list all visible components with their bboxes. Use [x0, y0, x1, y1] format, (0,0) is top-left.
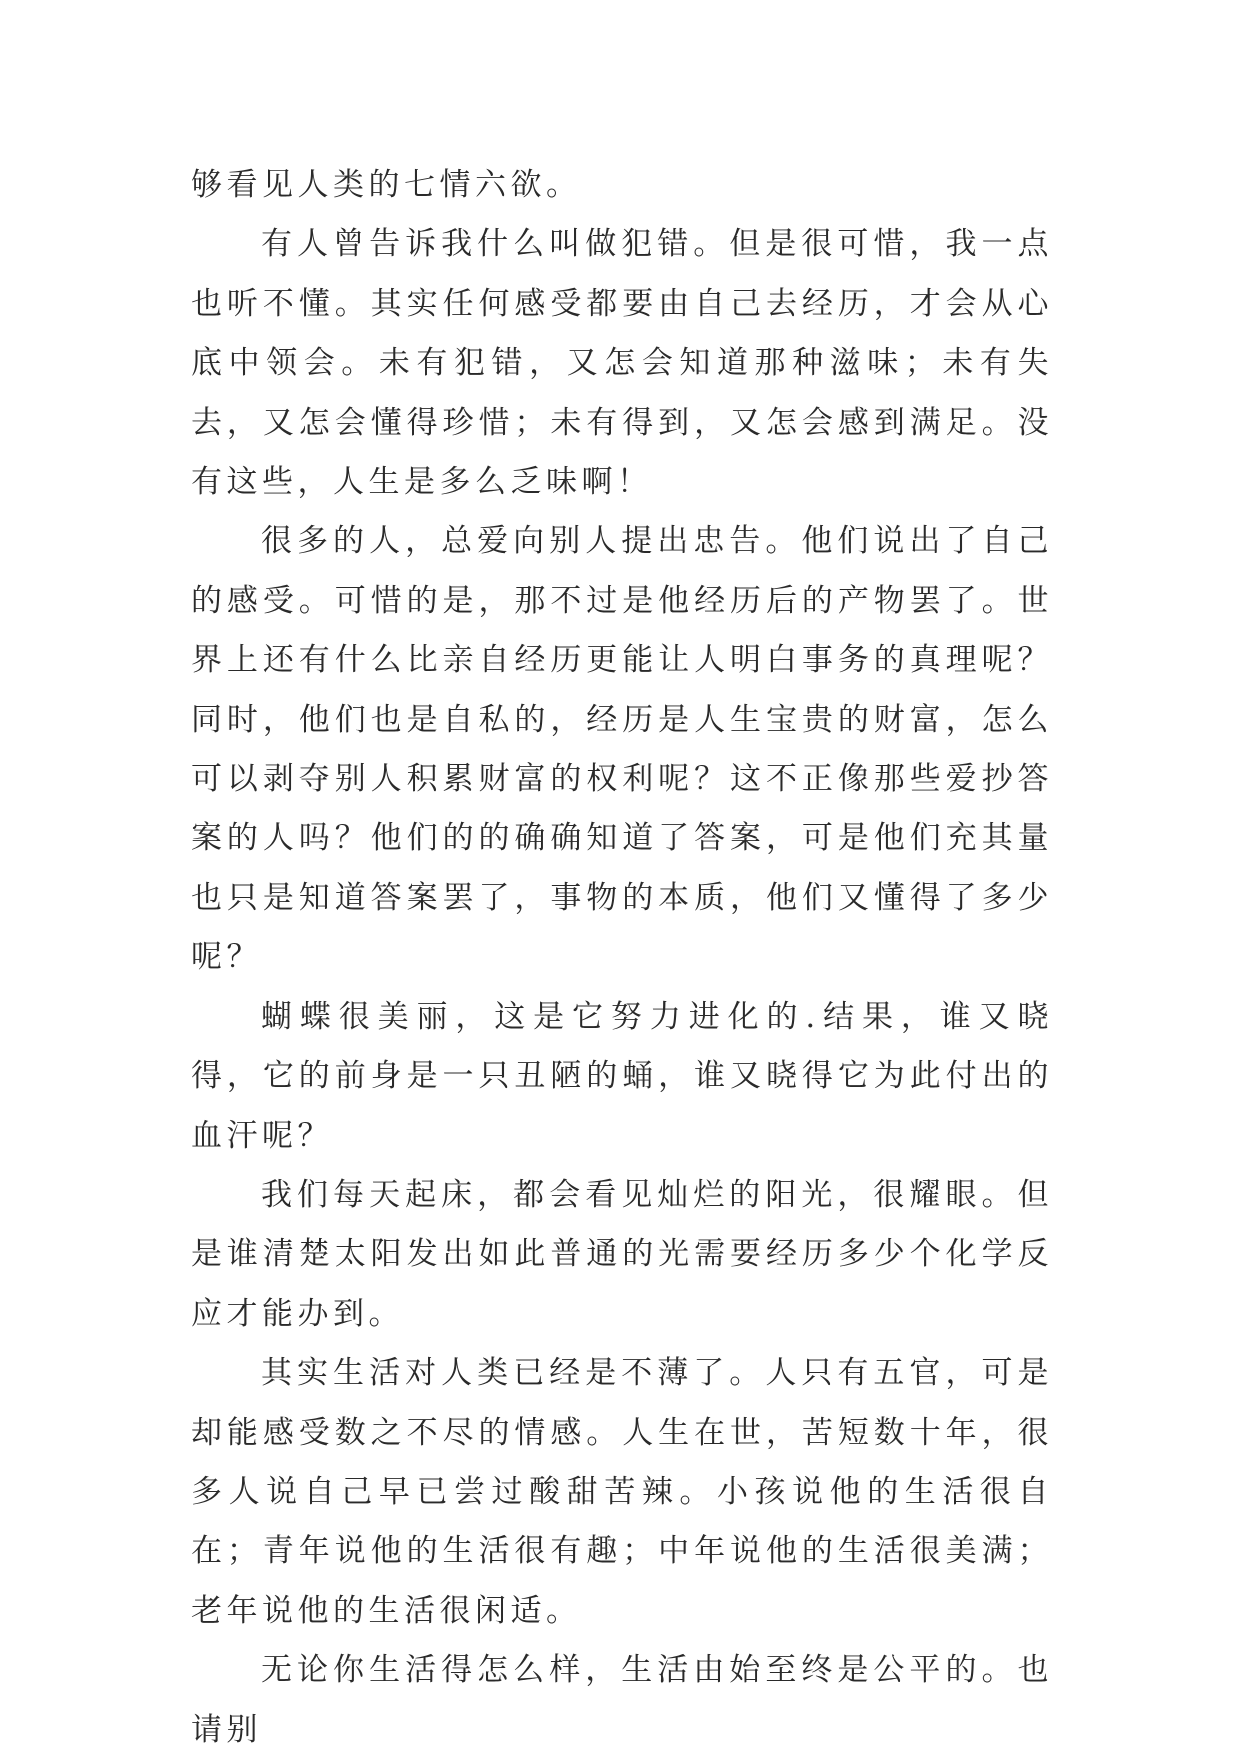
document-body — [191, 156, 1053, 1760]
paragraph-7: 无论你生活得怎么样，生活由始至终是公平的。也请别 — [191, 1652, 1053, 1748]
paragraph-2: 有人曾告诉我什么叫做犯错。但是很可惜，我一点也听不懂。其实任何感受都要由自己去经历，才会从心底中领会。未有犯错，又怎会知道那种滋味；未有失去，又怎会懂得珍惜；未有得到，又怎会感到满足。没有这些，人生是多么乏味啊！ — [191, 226, 1053, 501]
paragraph-4: 蝴蝶很美丽，这是它努力进化的.结果，谁又晓得，它的前身是一只丑陋的蛹，谁又晓得它为此付出的血汗呢？ — [191, 998, 1053, 1154]
paragraph-5: 我们每天起床，都会看见灿烂的阳光，很耀眼。但是谁清楚太阳发出如此普通的光需要经历多少个化学反应才能办到。 — [191, 1176, 1053, 1332]
paragraph-6: 其实生活对人类已经是不薄了。人只有五官，可是却能感受数之不尽的情感。人生在世，苦短数十年，很多人说自己早已尝过酸甜苦辣。小孩说他的生活很自在；青年说他的生活很有趣；中年说他的生活很美满；老年说他的生活很闲适。 — [191, 1355, 1053, 1629]
paragraph-1: 够看见人类的七情六欲。 — [191, 167, 582, 203]
paragraph-3: 很多的人，总爱向别人提出忠告。他们说出了自己的感受。可惜的是，那不过是他经历后的产物罢了。世界上还有什么比亲自经历更能让人明白事务的真理呢？同时，他们也是自私的，经历是人生宝贵的财富，怎么可以剥夺别人积累财富的权利呢？这不正像那些爱抄答案的人吗？他们的的确确知道了答案，可是他们充其量也只是知道答案罢了，事物的本质，他们又懂得了多少呢？ — [191, 523, 1053, 976]
